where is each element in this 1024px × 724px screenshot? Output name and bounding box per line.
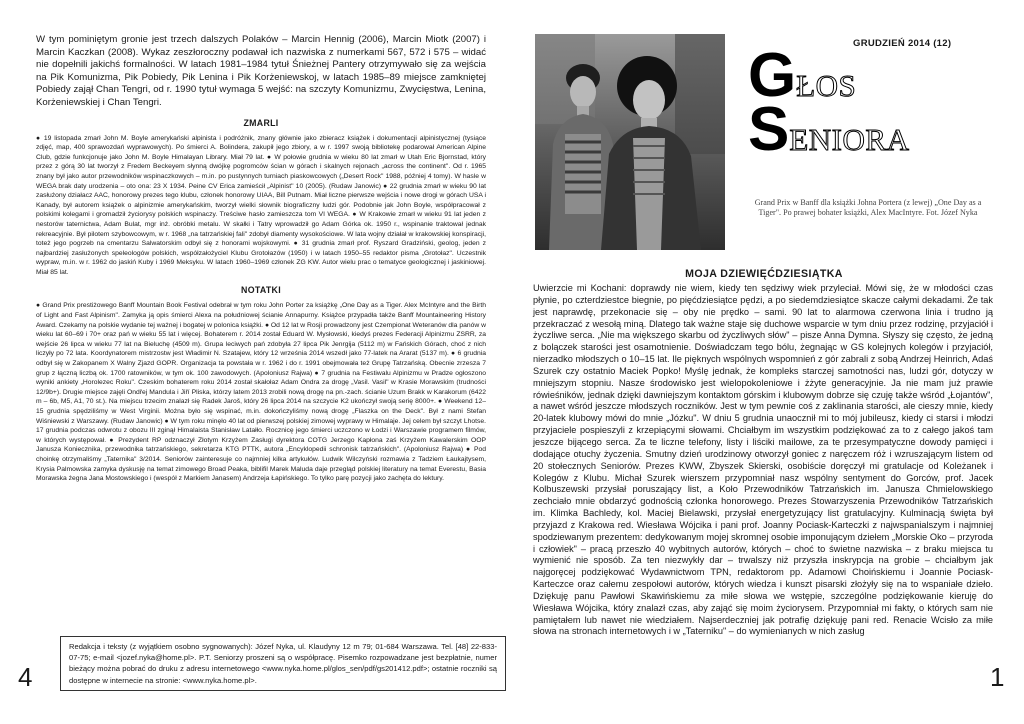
zmarli-text: ● 19 listopada zmarł John M. Boyle amerykański alpinista i podróżnik, znany głównie jako zbieracz książek i dokumentacji alpinistycznej (tysiące zdjęć, map, 400 sprawozdań wyprawowych). Po śmierci A. Bolindera, zakupił jego zbiory, a w r. 1997 swoją bibliotekę podarował American Alpine Club, gdzie funkcjonuje jako John M. Boyle Himalayan Library. Miał 79 lat. ● W połowie grudnia w wieku 80 lat zmarł w Utah Eric Bjornstad, który przez z górą 30 lat tworzył z Fredem Beckeyem słynną dwójkę pogromców ścian w górach i skalnych rejonach „across the continent". Od r. 1965 znany był jako autor przewodników wspinaczkowych – m.in. po pustynnych turniach piaskowcowych („Desert Rock" 1988, później 4 tomy). W hasle w WEGA brak daty urodzenia – oto ona: 23 X 1934. Peine CV Erica zamieścił „Alpinist" 10 (2005). (Rudaw Janowic) ● 22 grudnia zmarł w wieku 90 lat zasłużony działacz AAC, honorowy prezes tego klubu, członek honorowy UIAA, Bill Putnam. Miał liczne pierwsze wejścia i nowe drogi w górach USA i Kanady, był autorem książek o alpinizmie amerykańskim, tworzył wielki słownik biograficzny ludzi gór. Podobnie jak John Boyle, współpracował z polskimi kolegami i gromadził życiorysy polskich wspinaczy. Treściwe hasło zamieszcza tom VI WEGA. ● W Krakowie zmarł w wieku 91 lat jeden z nestorów taternictwa, Adam Bulat, mgr inż. obróbki metalu. W skałki i Tatry wprowadził go Adam Górka ok. 1950 r., wspinanie traktował jednak rekreacyjnie. Był pilotem szybowcowym, w r. 1968 „na tatrzańskiej fali" zdobył diamenty wysokościowe. W lata wojny działał w krakowskiej konspiracji, toteż jego pogrzeb na cmentarzu Salwatorskim odbył się z honorami wojskowymi. ● 31 grudnia zmarł prof. Ryszard Gradziński, geolog, jeden z najbardziej zasłużonych speleologów polskich, współzałożyciel Klubu Grotołazów (1950) i w latach 1950–55 redaktor pisma „Grotołaz". Uczestnik wypraw, m.in. w r. 1962 do jaskiń Kuby i 1969 Meksyku. W latach 1960–1969 członek ZG KW. Autor wielu prac o tematyce geologicznej i jaskiniowej. Miał 85 lat. bbox=[36, 134, 486, 276]
masthead-s: S bbox=[748, 95, 790, 164]
masthead-glos-rest: ŁOS bbox=[796, 68, 857, 103]
notatki-text: ● Grand Prix prestiżowego Banff Mountain Book Festival odebrał w tym roku John Porter za książkę „One Day as a Tiger. Alex McIntyre and the Birth of Light and Fast Alpinism". Zamyka ją opis śmierci Alexa na południowej ścianie Annapurny. Książce przypadła także Banff Mountaineering History Award. Czekamy na polskie wydanie tej ważnej i bogatej w polonica książki. ● Od 12 lat w Rosji prowadzony jest Czempionat Weteranów dla panów w wieku lat 60–69 i 70+ oraz pań w wieku 55 lat i więcej. Bohaterem r. 2014 został Eduard W. Mysłowski, kiedyś prezes Federacji Alpinizmu ZSRR, za wejście 26 lipca w wieku 77 lat na Bieluchę (4509 m). Grupa leciwych pań zdobyła 27 lipca Pik Jenrgija (5112 m) w Fańskich Górach, choć z nich liczyły po 72 lata. Koordynatorem mistrzostw jest Władimir N. Szatajew, który 12 września 2014 wszedł jako 77-latek na Ararat (5137 m). ● 6 grudnia odbył się w Zakopanem X Walny Zjazd GOPR. Organizacja ta powstała w r. 1962 i do r. 1991 obejmowała też Grupę Tatrzańską. Obecnie zrzesza 7 grup z łączną liczbą ok. 1700 ratowników, w tym ok. 100 zawodowych. (Apoloniusz Rajwa) ● 7 grudnia na Festiwalu Alpinizmu w Pradze ogłoszono wyniki ankiety „Horolezec Roku". Czeskim bohaterem roku 2014 został skałołaz Adam Ondra za drogę „Vasil. Vasil" w Krasie Morawskim (trudności 12/9b+). Drugie miejsce zajęli Ondřej Mandula i Jiří Pliska, którzy latem 2013 zrobili nową drogę na pn.-zach. ścianie Uzum Brakk w Karakorum (6422 m – 6b, M5, A1, 70 st.). Na miejscu trzecim znalazł się Radek Jaroš, który 26 lipca 2014 na szczycie K2 ukończył swoją serię 8000+. ● Weekend 12–15 grudnia spędziliśmy w West Virginii. Można było się wspinać, m.in. dokończyliśmy nową drogę „Flaszka on the Deck". Był z nami Stefan Wiśniewski z Warszawy. (Rudaw Janowic) ● W tym roku minęło 40 lat od pierwszej polskiej zimowej wyprawy w Himalaje. Jej celem był szczyt Lhotse. 17 grudnia podczas odwrotu z obozu III zginął Himalaista Stanisław Latałło. Rocznicę jego śmierci uczczono w Łodzi i Warszawie programem filmów, w których występował. ● Prezydent RP odznaczył Złotym Krzyżem Zasługi dyrektora COTG Jerzego Kapłona zaś Krzyżem Kawalerskim OOP Janusza Koniecznika, przewodnika tatrzańskiego, sekretarza KTG PTTK, autora „Encyklopedii schronisk tatrzańskich". (Apoloniusz Rajwa) ● Pod choinkę otrzymaliśmy „Taternika" 3/2014. Seniorów zainteresuje co najmniej kilka artykułów. Ludwik Wilczyński rozmawia z Tadziem Łaukajtysem, Krysia Palmowska zamyka dyskusję na temat zimowego Broad Peaka, biblifil Marek Maluda daje przegląd polskiej literatury na temat Everestu, Basia Morawska żegna Jana Mostowskiego i (wespół z Markiem Janasem) Andrzeja Łapińskiego. To tylko parę pozycji jako zachęta do lektury. bbox=[36, 302, 486, 483]
notatki-heading: NOTATKI bbox=[241, 285, 281, 296]
page-number-right: 1 bbox=[990, 662, 1005, 692]
portrait-photo bbox=[535, 34, 725, 250]
page-number-left: 4 bbox=[18, 662, 33, 692]
intro-paragraph: W tym pominiętym gronie jest trzech dalszych Polaków – Marcin Hennig (2006), Marcin Miotk (2007) i Marcin Kaczkan (2008). Wykaz zeszłoroczny podawał ich nazwiska z numerkami 567, 572 i 575 – widać nie dopełnili jakichś formalności. W latach 1981–1984 tytuł Śnieżnej Pantery otrzymywało się za wejścia na Pik Komunizma, Pik Pobiedy, Pik Lenina i Pik Korżeniewskoj, w latach 1985–89 miejsce zamkniętej Pobiedy zajął Chan Tengri, od r. 1990 tytuł wymaga 5 wejść: na szczyty Komunizmu, Zwycięstwa, Lenina, Korżeniewskiej i Chan Tengri. bbox=[36, 34, 486, 108]
issue-date: GRUDZIEŃ 2014 (12) bbox=[853, 38, 952, 49]
zmarli-heading: ZMARLI bbox=[243, 117, 279, 128]
editorial-footer: Redakcja i teksty (z wyjątkiem osobno sygnowanych): Józef Nyka, ul. Klaudyny 12 m 79; 01-684 Warszawa. Tel. [48] 22-833-07-75; e-mail <jozef.nyka@home.pl>. P.T. Seniorzy proszeni są o współpracę. Pisemko rozpowadzane jest bezpłatnie, numer bieżący można pobrać do druku z adresu internetowego <www.nyka.home.pl/glos_sen/pdf/gs201412.pdf>; ostatnie roczniki są dostępne w internecie na stronie: <www.nyka.home.pl>. bbox=[60, 636, 506, 691]
article-title: MOJA DZIEWIĘĆDZIESIĄTKA bbox=[685, 268, 843, 280]
masthead-g: G bbox=[748, 41, 797, 110]
masthead-line-2 bbox=[748, 94, 909, 165]
photo-caption: Grand Prix w Banff dla książki Johna Portera (z lewej) „One Day as a Tiger". Po prawej bohater książki, Alex MacIntyre. Fot. Józef Nyka bbox=[754, 198, 982, 218]
article-body: Uwierzcie mi Kochani: doprawdy nie wiem, kiedy ten sędziwy wiek przyleciał. Mówi się, że w młodości czas płynie, po czterdziestce biegnie, po pięćdziesiątce pędzi, a po siedemdziesiątce skacze całymi dekadami. Że tak jest naprawdę, przekonacie się – oby nie prędko – sami. 90 lat to alarmowa czerwona linia i trudno ją przekraczać z wesołą miną. Dlatego tak ważne staje się duchowe wsparcie w tym dniu przez rodzinę, przyjaciół i życzliwe serca. „Nie ma większego skarbu od życzliwych słów" – pisze Anna Dymna. Słyszy się często, że jedną z bolączek starości jest osamotnienie. Doświadczam tego bólu, żegnając w GS kolejnych kolegów i przyjaciół, nierzadko młodszych o 10–15 lat. Ile pięknych wspólnych wspomnień z gór zabrali z sobą Andrzej Heinrich, Adaś Szurek czy ostatnio Maciek Popko! Myślę jednak, że kompleks starczej samotności nas, ludzi gór, dotyczy w mniejszym stopniu. Nasze środowisko jest wielopokoleniowe i żżyte generacyjnie. Ja nie mam już prawie rówieśników, jednak dzięki dawniejszym kontaktom górskim i klubowym dobrze się czuję także wśród „Łojantów", a nawet wśród jeszcze młodszych roczników. Jest w tym pewnie coś z zaklinania starości, ale cieszy mnie, kiedy 20-latek klubowy mówi do mnie „Józku". W dniu 5 grudnia unaocznił mi to mój jubileusz, kiedy ci starsi i młodzi przyjaciele pospieszyli z krzepiącymi słowami. Chciałbym im wszystkim podziękować za to z całego jakoś tam jeszcze bijącego serca. Za te liczne telefony, listy i liściki mailowe, za te przesympatyczne dowody pamięci i dodające otuchy życzenia. Smutny dzień urodzinowy otworzył goniec z naręczem róż i wzruszającym listem od 20 stołecznych Seniorów. Prezes KWW, Zbyszek Skierski, osobiście doręczył mi gratulacje od Koleżanek i Kolegów z Klubu. Michał Szurek wierszem przypomniał nasz wspólny sentyment do Gorców, prof. Jacek Kolbuszewski przysłał poruszający list, a Koło Przewodników Tatrzańskich im. Janusza Chmielowskiego zechciało mnie obdarzyć godnością członka honorowego. Prezes Stowarzyszenia Przewodników Tatrzańskich im. Klimka Bachledy, kol. Maciej Bielawski, przysłał energetyzujący list gratulacyjny. Kulminacją święta był przyjazd z Krakowa red. Wiesława Wójcika i pani prof. Joanny Pociask-Karteczki z najwspanialszym i najmniej spodziewanym prezentem: dedykowanym mojej skromnej osobie imponującym dziełem „Morskie Oko – przyroda i człowiek" – pracą przeszło 40 wybitnych autorów, których – choć to świetne nazwiska – z braku miejsca tu wymienić nie sposób. Za ten niezwykły dar – trwalszy niż przyszła inskrypcja na grobie – chciałbym jak najgoręcej podziękować Wydawnictwom TPN, redaktorom pp. Adamowi Choińskiemu i Joannie Pociask-Karteczce oraz całemu zespołowi autorów, których wiedza i kunszt pisarski złożyły się na to wspaniałe dzieło. Dziękuję panu Pawłowi Skawińskiemu za miłe słowa we wstępie, szczególne podziękowanie kieruję do Wiesława Wójcika, który znalazł czas, aby zająć się moim życiorysem. Przypomniał mi fakty, o których sam nie pamiętałem lub nawet nie wiedziałem. Najserdeczniej jak potrafię dziękuję pani red. Renacie Wcisło za miłe słowa na stronach internetowych i w „Taterniku" – do wymienianych w nich zasług bbox=[533, 283, 993, 637]
photo-illustration bbox=[535, 34, 725, 250]
left-column bbox=[36, 34, 486, 484]
masthead-seniora-rest: ENIORA bbox=[789, 122, 910, 157]
